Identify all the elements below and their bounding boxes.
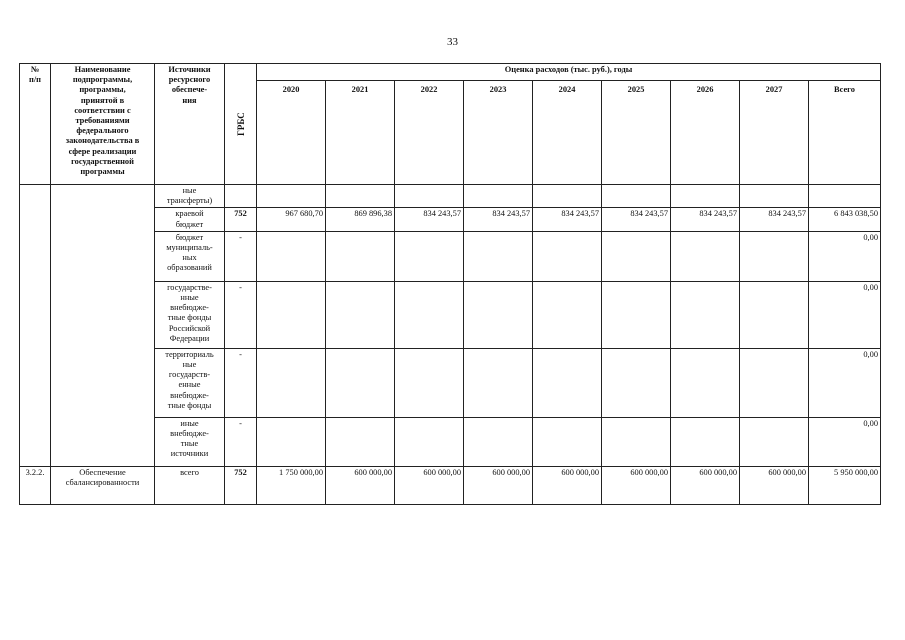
year-value-cell bbox=[257, 281, 326, 348]
year-value-cell: 600 000,00 bbox=[740, 466, 809, 504]
source-cell: бюджет муниципаль- ных образований bbox=[155, 231, 225, 281]
header-estimate: Оценка расходов (тыс. руб.), годы bbox=[257, 64, 881, 81]
year-value-cell bbox=[740, 281, 809, 348]
year-value-cell: 967 680,70 bbox=[257, 208, 326, 231]
total-value-cell: 6 843 038,50 bbox=[809, 208, 881, 231]
year-value-cell: 834 243,57 bbox=[740, 208, 809, 231]
year-value-cell: 600 000,00 bbox=[464, 466, 533, 504]
header-year: 2022 bbox=[395, 81, 464, 185]
source-cell: территориаль ные государств- енные внебюдже- тные фонды bbox=[155, 348, 225, 417]
source-cell: иные внебюдже- тные источники bbox=[155, 417, 225, 466]
table-body bbox=[20, 185, 881, 505]
year-value-cell bbox=[464, 417, 533, 466]
header-total: Всего bbox=[809, 81, 881, 185]
year-value-cell bbox=[326, 417, 395, 466]
grbs-cell: - bbox=[225, 348, 257, 417]
header-grbs: ГРБС bbox=[235, 112, 246, 136]
year-value-cell bbox=[671, 348, 740, 417]
header-year: 2023 bbox=[464, 81, 533, 185]
budget-table bbox=[19, 63, 881, 505]
year-value-cell bbox=[671, 185, 740, 208]
table-row bbox=[20, 185, 881, 208]
total-value-cell: 0,00 bbox=[809, 417, 881, 466]
year-value-cell bbox=[257, 417, 326, 466]
year-value-cell bbox=[395, 231, 464, 281]
year-value-cell bbox=[257, 348, 326, 417]
year-value-cell bbox=[326, 231, 395, 281]
year-value-cell bbox=[395, 348, 464, 417]
year-value-cell: 834 243,57 bbox=[671, 208, 740, 231]
row-number-cell bbox=[20, 185, 51, 467]
total-value-cell: 0,00 bbox=[809, 348, 881, 417]
source-cell: краевой бюджет bbox=[155, 208, 225, 231]
grbs-cell: 752 bbox=[225, 466, 257, 504]
page-number: 33 bbox=[447, 36, 458, 48]
year-value-cell bbox=[464, 231, 533, 281]
year-value-cell bbox=[257, 185, 326, 208]
year-value-cell bbox=[740, 185, 809, 208]
year-value-cell: 834 243,57 bbox=[395, 208, 464, 231]
grbs-cell: - bbox=[225, 231, 257, 281]
year-value-cell bbox=[671, 281, 740, 348]
grbs-cell bbox=[225, 185, 257, 208]
header-year: 2025 bbox=[602, 81, 671, 185]
year-value-cell bbox=[740, 417, 809, 466]
year-value-cell: 869 896,38 bbox=[326, 208, 395, 231]
source-cell: государстве- нные внебюдже- тные фонды Российской Федерации bbox=[155, 281, 225, 348]
row-name-cell: Обеспечение сбалансированности bbox=[51, 466, 155, 504]
year-value-cell bbox=[395, 281, 464, 348]
year-value-cell bbox=[533, 348, 602, 417]
year-value-cell bbox=[602, 185, 671, 208]
header-year: 2021 bbox=[326, 81, 395, 185]
header-sources: Источники ресурсного обеспече- ния bbox=[155, 64, 225, 185]
year-value-cell: 834 243,57 bbox=[464, 208, 533, 231]
year-value-cell bbox=[326, 348, 395, 417]
year-value-cell bbox=[671, 231, 740, 281]
source-cell: всего bbox=[155, 466, 225, 504]
grbs-cell: - bbox=[225, 281, 257, 348]
header-year: 2027 bbox=[740, 81, 809, 185]
total-value-cell: 5 950 000,00 bbox=[809, 466, 881, 504]
year-value-cell bbox=[326, 281, 395, 348]
year-value-cell: 600 000,00 bbox=[395, 466, 464, 504]
row-name-cell bbox=[51, 185, 155, 467]
year-value-cell: 600 000,00 bbox=[602, 466, 671, 504]
row-number-cell: 3.2.2. bbox=[20, 466, 51, 504]
year-value-cell bbox=[533, 281, 602, 348]
year-value-cell: 834 243,57 bbox=[602, 208, 671, 231]
header-grbs-cell bbox=[225, 64, 257, 185]
year-value-cell bbox=[326, 185, 395, 208]
year-value-cell bbox=[602, 348, 671, 417]
grbs-cell: 752 bbox=[225, 208, 257, 231]
year-value-cell bbox=[257, 231, 326, 281]
year-value-cell: 600 000,00 bbox=[533, 466, 602, 504]
year-value-cell bbox=[602, 281, 671, 348]
total-value-cell bbox=[809, 185, 881, 208]
header-year: 2020 bbox=[257, 81, 326, 185]
year-value-cell bbox=[464, 281, 533, 348]
header-num: № п/п bbox=[20, 64, 51, 185]
year-value-cell bbox=[602, 417, 671, 466]
year-value-cell: 834 243,57 bbox=[533, 208, 602, 231]
year-value-cell bbox=[464, 185, 533, 208]
year-value-cell bbox=[464, 348, 533, 417]
total-value-cell: 0,00 bbox=[809, 281, 881, 348]
year-value-cell bbox=[395, 417, 464, 466]
year-value-cell bbox=[533, 417, 602, 466]
year-value-cell bbox=[740, 231, 809, 281]
source-cell: ные трансферты) bbox=[155, 185, 225, 208]
header-year: 2026 bbox=[671, 81, 740, 185]
year-value-cell bbox=[533, 185, 602, 208]
year-value-cell: 600 000,00 bbox=[326, 466, 395, 504]
grbs-cell: - bbox=[225, 417, 257, 466]
year-value-cell: 600 000,00 bbox=[671, 466, 740, 504]
year-value-cell: 1 750 000,00 bbox=[257, 466, 326, 504]
table-row bbox=[20, 466, 881, 504]
year-value-cell bbox=[671, 417, 740, 466]
year-value-cell bbox=[740, 348, 809, 417]
total-value-cell: 0,00 bbox=[809, 231, 881, 281]
header-name: Наименование подпрограммы, программы, принятой в соответствии с требованиями федерального законодательства в сфере реализации государственной программы bbox=[51, 64, 155, 185]
year-value-cell bbox=[395, 185, 464, 208]
header-row-1 bbox=[20, 64, 881, 81]
header-year: 2024 bbox=[533, 81, 602, 185]
year-value-cell bbox=[533, 231, 602, 281]
year-value-cell bbox=[602, 231, 671, 281]
